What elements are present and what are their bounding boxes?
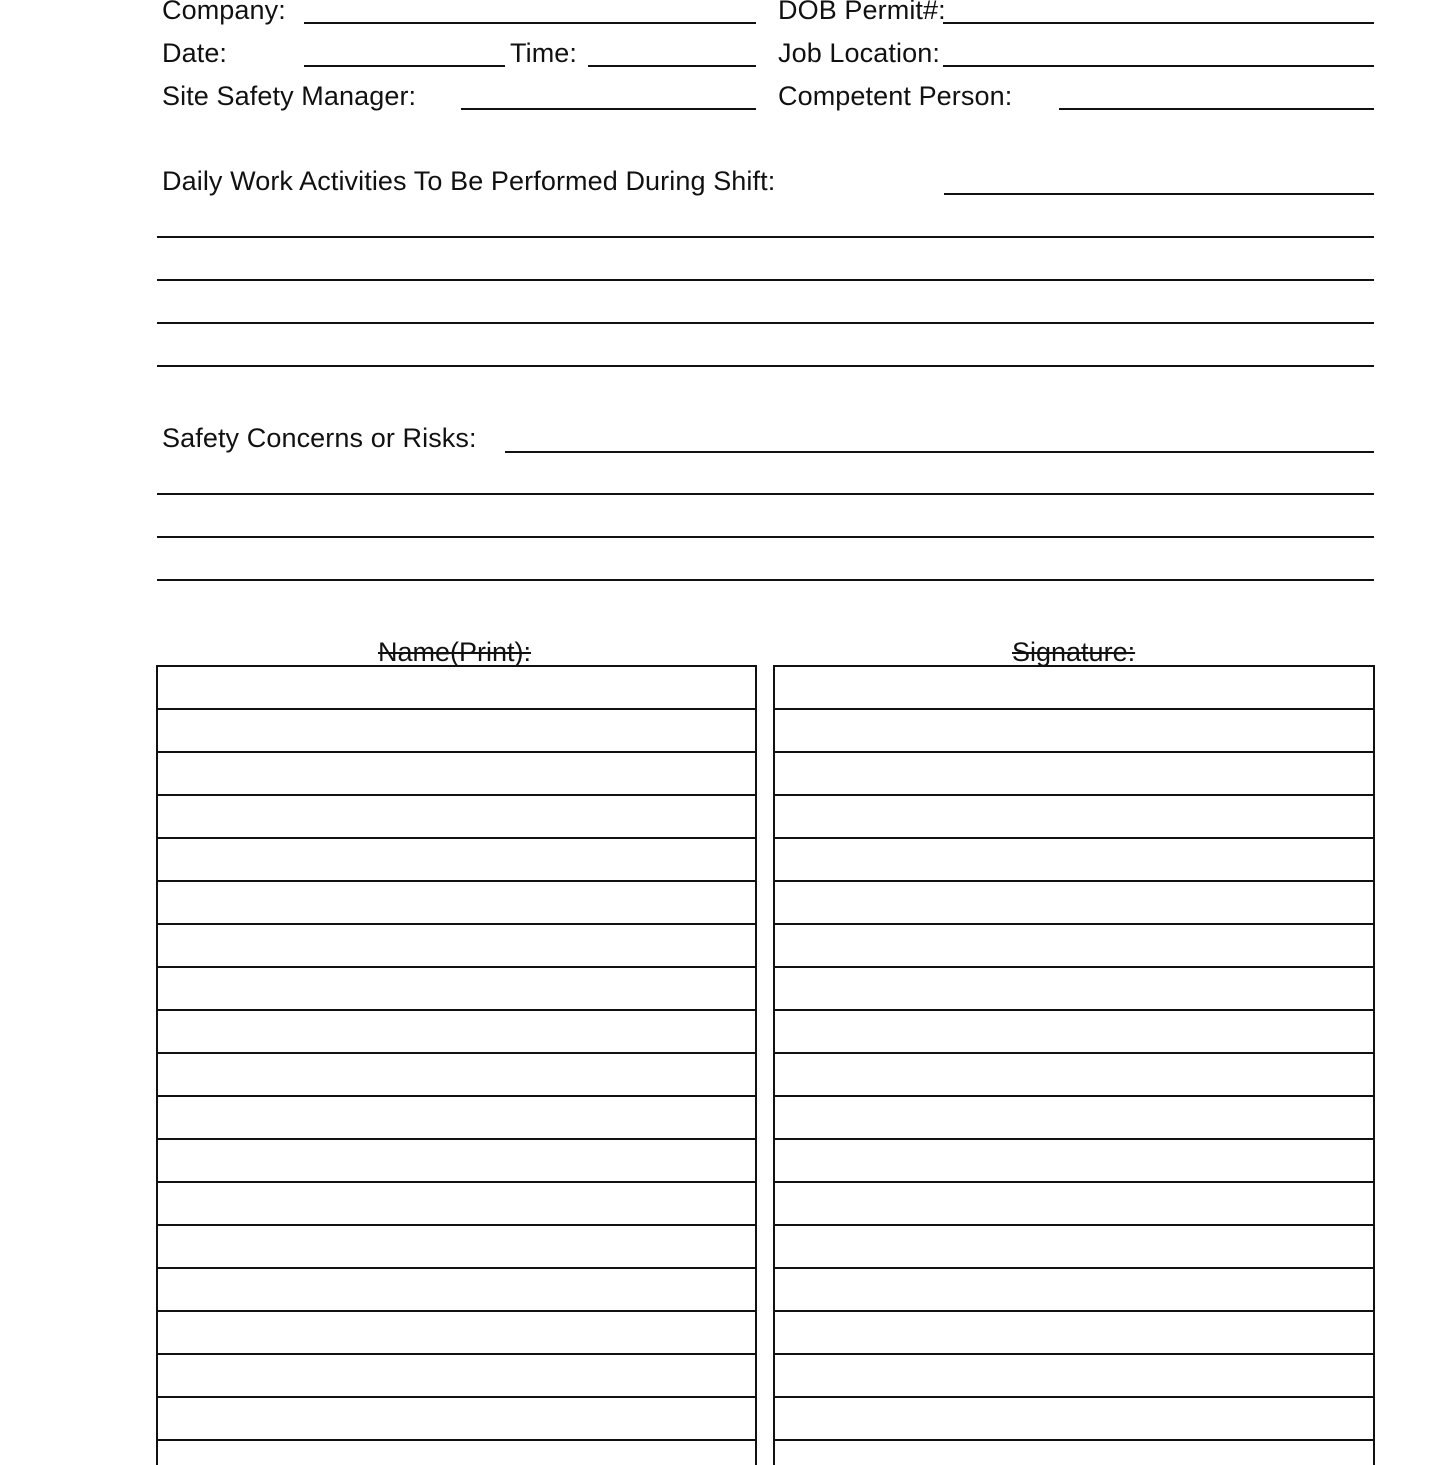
time-label: Time: <box>510 38 577 68</box>
signature-cell[interactable] <box>775 667 1373 710</box>
activities-line[interactable] <box>157 322 1374 324</box>
safety-concerns-line[interactable] <box>505 451 1374 453</box>
signature-column <box>773 665 1375 1465</box>
competent-person-field[interactable] <box>1059 108 1374 110</box>
safety-concerns-line[interactable] <box>157 493 1374 495</box>
signature-header: Signature: <box>1012 637 1136 667</box>
signature-cell[interactable] <box>775 839 1373 882</box>
signature-cell[interactable] <box>775 1183 1373 1226</box>
signature-cell[interactable] <box>775 1054 1373 1097</box>
signature-cell[interactable] <box>775 753 1373 796</box>
signature-cell[interactable] <box>775 710 1373 753</box>
date-field[interactable] <box>304 65 505 67</box>
name-cell[interactable] <box>158 882 755 925</box>
safety-concerns-line[interactable] <box>157 579 1374 581</box>
dob-permit-label: DOB Permit#: <box>778 0 946 25</box>
signature-cell[interactable] <box>775 796 1373 839</box>
time-field[interactable] <box>588 65 756 67</box>
signature-cell[interactable] <box>775 925 1373 968</box>
signature-cell[interactable] <box>775 1097 1373 1140</box>
signature-cell[interactable] <box>775 1269 1373 1312</box>
name-cell[interactable] <box>158 925 755 968</box>
safety-concerns-line[interactable] <box>157 536 1374 538</box>
activities-line[interactable] <box>157 279 1374 281</box>
competent-person-label: Competent Person: <box>778 81 1013 111</box>
activities-label: Daily Work Activities To Be Performed During Shift: <box>162 166 776 196</box>
activities-line[interactable] <box>157 236 1374 238</box>
name-cell[interactable] <box>158 1312 755 1355</box>
name-cell[interactable] <box>158 1097 755 1140</box>
signature-cell[interactable] <box>775 1011 1373 1054</box>
activities-line[interactable] <box>157 365 1374 367</box>
name-cell[interactable] <box>158 839 755 882</box>
activities-line[interactable] <box>944 193 1374 195</box>
company-field[interactable] <box>304 22 756 24</box>
signature-cell[interactable] <box>775 1355 1373 1398</box>
site-safety-manager-field[interactable] <box>461 108 756 110</box>
job-location-field[interactable] <box>943 65 1374 67</box>
signature-cell[interactable] <box>775 968 1373 1011</box>
signature-cell[interactable] <box>775 1312 1373 1355</box>
name-cell[interactable] <box>158 796 755 839</box>
name-cell[interactable] <box>158 1226 755 1269</box>
name-cell[interactable] <box>158 1054 755 1097</box>
signature-cell[interactable] <box>775 1226 1373 1269</box>
name-cell[interactable] <box>158 710 755 753</box>
name-cell[interactable] <box>158 753 755 796</box>
name-column <box>156 665 757 1465</box>
date-label: Date: <box>162 38 228 68</box>
name-cell[interactable] <box>158 968 755 1011</box>
signature-cell[interactable] <box>775 1140 1373 1183</box>
site-safety-manager-label: Site Safety Manager: <box>162 81 417 111</box>
signature-cell[interactable] <box>775 1398 1373 1441</box>
name-cell[interactable] <box>158 1140 755 1183</box>
name-cell[interactable] <box>158 1269 755 1312</box>
safety-concerns-label: Safety Concerns or Risks: <box>162 423 477 453</box>
name-cell[interactable] <box>158 667 755 710</box>
dob-permit-field[interactable] <box>943 22 1374 24</box>
name-cell[interactable] <box>158 1183 755 1226</box>
name-cell[interactable] <box>158 1355 755 1398</box>
name-cell[interactable] <box>158 1011 755 1054</box>
company-label: Company: <box>162 0 286 25</box>
name-print-header: Name(Print): <box>378 637 532 667</box>
signature-cell[interactable] <box>775 882 1373 925</box>
job-location-label: Job Location: <box>778 38 940 68</box>
name-cell[interactable] <box>158 1398 755 1441</box>
